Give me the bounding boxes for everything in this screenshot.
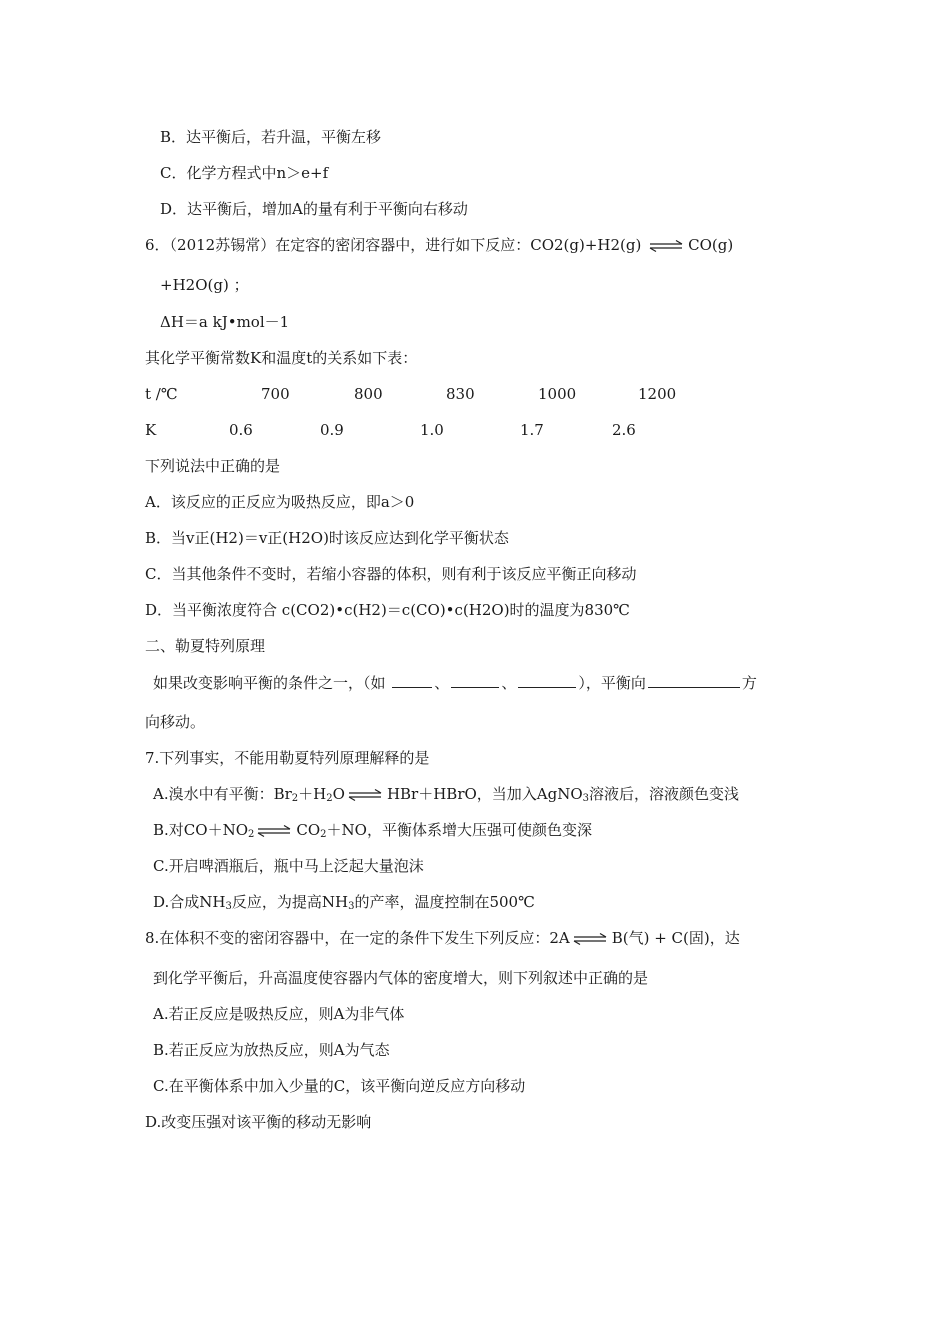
- q7-option-a: [153, 784, 739, 804]
- q6-stem-product: CO(g): [688, 236, 734, 254]
- q6-option-a: A．该反应的正反应为吸热反应，即a＞0: [145, 493, 415, 511]
- option-text: HBr＋HBrO，当加入AgNO: [386, 785, 583, 803]
- fill-blank[interactable]: [392, 672, 432, 688]
- subscript: 2: [326, 793, 333, 804]
- separator: 、: [434, 674, 450, 692]
- subscript: 3: [225, 901, 232, 912]
- subscript: 3: [582, 793, 590, 804]
- t-value: 1200: [638, 385, 677, 403]
- statement-text: ），平衡向: [578, 674, 646, 692]
- t-label: t /℃: [145, 385, 178, 403]
- section-heading: 二、勒夏特列原理: [145, 637, 266, 655]
- option-text: 溶液后，溶液颜色变浅: [589, 785, 740, 803]
- subscript: 2: [291, 793, 299, 804]
- stem-text: B(气) + C(固)，达: [611, 929, 740, 947]
- stem-text: 8.在体积不变的密闭容器中，在一定的条件下发生下列反应：2A: [145, 929, 570, 947]
- option-text: ＋H: [298, 785, 327, 803]
- q8-option-d: D.改变压强对该平衡的移动无影响: [145, 1113, 372, 1131]
- q6-stem-text: 6．（2012苏锡常）在定容的密闭容器中，进行如下反应：CO2(g)+H2(g): [145, 236, 642, 254]
- q8-option-b: B.若正反应为放热反应，则A为气态: [153, 1041, 390, 1059]
- q7-stem: 7.下列事实，不能用勒夏特列原理解释的是: [145, 749, 430, 767]
- k-value: 0.9: [320, 421, 344, 439]
- t-value: 800: [354, 385, 383, 403]
- fill-blank[interactable]: [451, 672, 499, 688]
- q7-option-b: [153, 820, 592, 840]
- equilibrium-arrow-icon: [348, 789, 384, 802]
- k-value: 0.6: [229, 421, 253, 439]
- k-value: 2.6: [612, 421, 636, 439]
- subscript: 2: [320, 829, 327, 840]
- q8-stem: [145, 928, 740, 948]
- option-text: B.对CO＋NO: [153, 821, 248, 839]
- q6-option-d: D．当平衡浓度符合 c(CO2)•c(H2)＝c(CO)•c(H2O)时的温度为830℃: [145, 601, 630, 619]
- q6-stem: [145, 235, 733, 255]
- q6-option-b: B．当v正(H2)＝v正(H2O)时该反应达到化学平衡状态: [145, 529, 509, 547]
- option-text: D.合成NH: [153, 893, 226, 911]
- t-value: 700: [261, 385, 290, 403]
- option-text: O: [332, 785, 345, 803]
- statement-text: 方: [741, 674, 757, 692]
- equilibrium-arrow-icon: [649, 240, 685, 253]
- equilibrium-arrow-icon: [257, 825, 293, 838]
- q8-option-c: C.在平衡体系中加入少量的C，该平衡向逆反应方向移动: [153, 1077, 526, 1095]
- fill-blank[interactable]: [648, 672, 740, 688]
- k-value: 1.0: [420, 421, 444, 439]
- q6-stem-cont: +H2O(g) ；: [160, 276, 249, 294]
- option-text: A.溴水中有平衡：Br: [153, 785, 292, 803]
- q6-question: 下列说法中正确的是: [145, 457, 281, 475]
- q6-option-c: C．当其他条件不变时，若缩小容器的体积，则有利于该反应平衡正向移动: [145, 565, 637, 583]
- option-text: ＋NO，平衡体系增大压强可使颜色变深: [326, 821, 592, 839]
- q6-enthalpy: ΔH＝a kJ•mol－1: [160, 313, 290, 331]
- separator: 、: [501, 674, 517, 692]
- statement-text: 如果改变影响平衡的条件之一，（如: [153, 674, 386, 692]
- k-label: K: [145, 421, 157, 439]
- statement-end: 向移动。: [145, 713, 206, 731]
- q8-stem-cont: 到化学平衡后，升高温度使容器内气体的密度增大，则下列叙述中正确的是: [153, 969, 649, 987]
- option-text: 反应，为提高NH: [231, 893, 349, 911]
- le-chatelier-statement: [153, 672, 757, 693]
- option-text: 的产率，温度控制在500℃: [354, 893, 535, 911]
- subscript: 3: [348, 901, 355, 912]
- option-text: CO: [296, 821, 321, 839]
- subscript: 2: [248, 829, 255, 840]
- q5-option-d: D．达平衡后，增加A的量有利于平衡向右移动: [160, 200, 468, 218]
- k-value: 1.7: [520, 421, 544, 439]
- t-value: 830: [446, 385, 475, 403]
- q5-option-c: C．化学方程式中n＞e+f: [160, 164, 329, 182]
- q7-option-c: C.开启啤酒瓶后，瓶中马上泛起大量泡沫: [153, 857, 424, 875]
- q6-table-intro: 其化学平衡常数K和温度t的关系如下表：: [145, 349, 418, 367]
- q8-option-a: A.若正反应是吸热反应，则A为非气体: [153, 1005, 405, 1023]
- t-value: 1000: [538, 385, 577, 403]
- q5-option-b: B．达平衡后，若升温，平衡左移: [160, 128, 382, 146]
- equilibrium-arrow-icon: [573, 933, 609, 946]
- q7-option-d: [153, 892, 535, 912]
- fill-blank[interactable]: [518, 672, 576, 688]
